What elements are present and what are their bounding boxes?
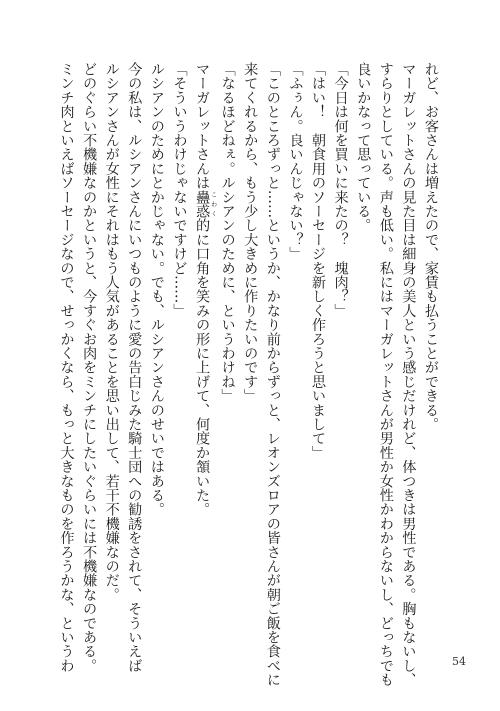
- text-line: 「はい！ 朝食用のソーセージを新しく作ろうと思いまして」: [310, 62, 327, 460]
- text-line: マーガレットさんの見た目は細身の美人という感じだけれど、体つきは男性である。胸もないし、: [400, 62, 417, 687]
- text-line: 「なるほどねぇ。ルシアンのために、というわけね」: [219, 62, 236, 403]
- ruby-base: 蠱惑: [194, 189, 211, 219]
- text-line: すらりとしている。声も低い。私にはマーガレットさんが男性か女性かわからないし、どっちでも: [377, 62, 394, 687]
- text-segment: マーガレットさんは: [194, 62, 211, 190]
- text-line: 「ふぅん。良いんじゃない？」: [287, 62, 304, 261]
- page-number: 54: [452, 655, 466, 668]
- text-line: どのぐらい不機嫌なのかというと、今すぐお肉をミンチにしたいぐらいには不機嫌なのである。: [81, 62, 98, 673]
- body-text: [55, 62, 442, 687]
- text-line: れど、お客さんは増えたので、家賃も払うことができる。: [423, 62, 439, 432]
- text-line: 今の私は、ルシアンさんにいつものように愛の告白じみた騎士団への勧誘をされて、そういえば: [126, 62, 143, 673]
- text-line: ミンチ肉といえばソーセージなので、せっかくなら、もっと大きなものを作ろうかな、というわ: [58, 62, 75, 673]
- text-segment: 的に口角を笑みの形に上げて、何度か頷いた。: [194, 218, 211, 517]
- ruby-word: [194, 189, 217, 219]
- text-line: ルシアンさんが女性にそれはもう人気があることを思い出して、若干不機嫌なのだ。: [103, 62, 120, 602]
- text-line-with-ruby: [190, 62, 216, 622]
- text-line: 「今日は何を買いに来たの？ 塊肉？」: [332, 62, 349, 318]
- ruby-reading: こわく: [209, 189, 217, 219]
- text-line: 良いかなって思っている。: [355, 62, 372, 233]
- text-line: 「そういうわけじゃないですけど……」: [171, 62, 188, 318]
- text-line: 「このところずっと……というか、かなり前からずっと、レオンズロアの皆さんが朝ご飯を食べに: [264, 62, 281, 687]
- text-line: 来てくれるから、もう少し大きめに作りたいのです」: [242, 62, 259, 403]
- text-line: ルシアンのためにとかじゃない。でも、ルシアンさんのせいではある。: [148, 62, 165, 517]
